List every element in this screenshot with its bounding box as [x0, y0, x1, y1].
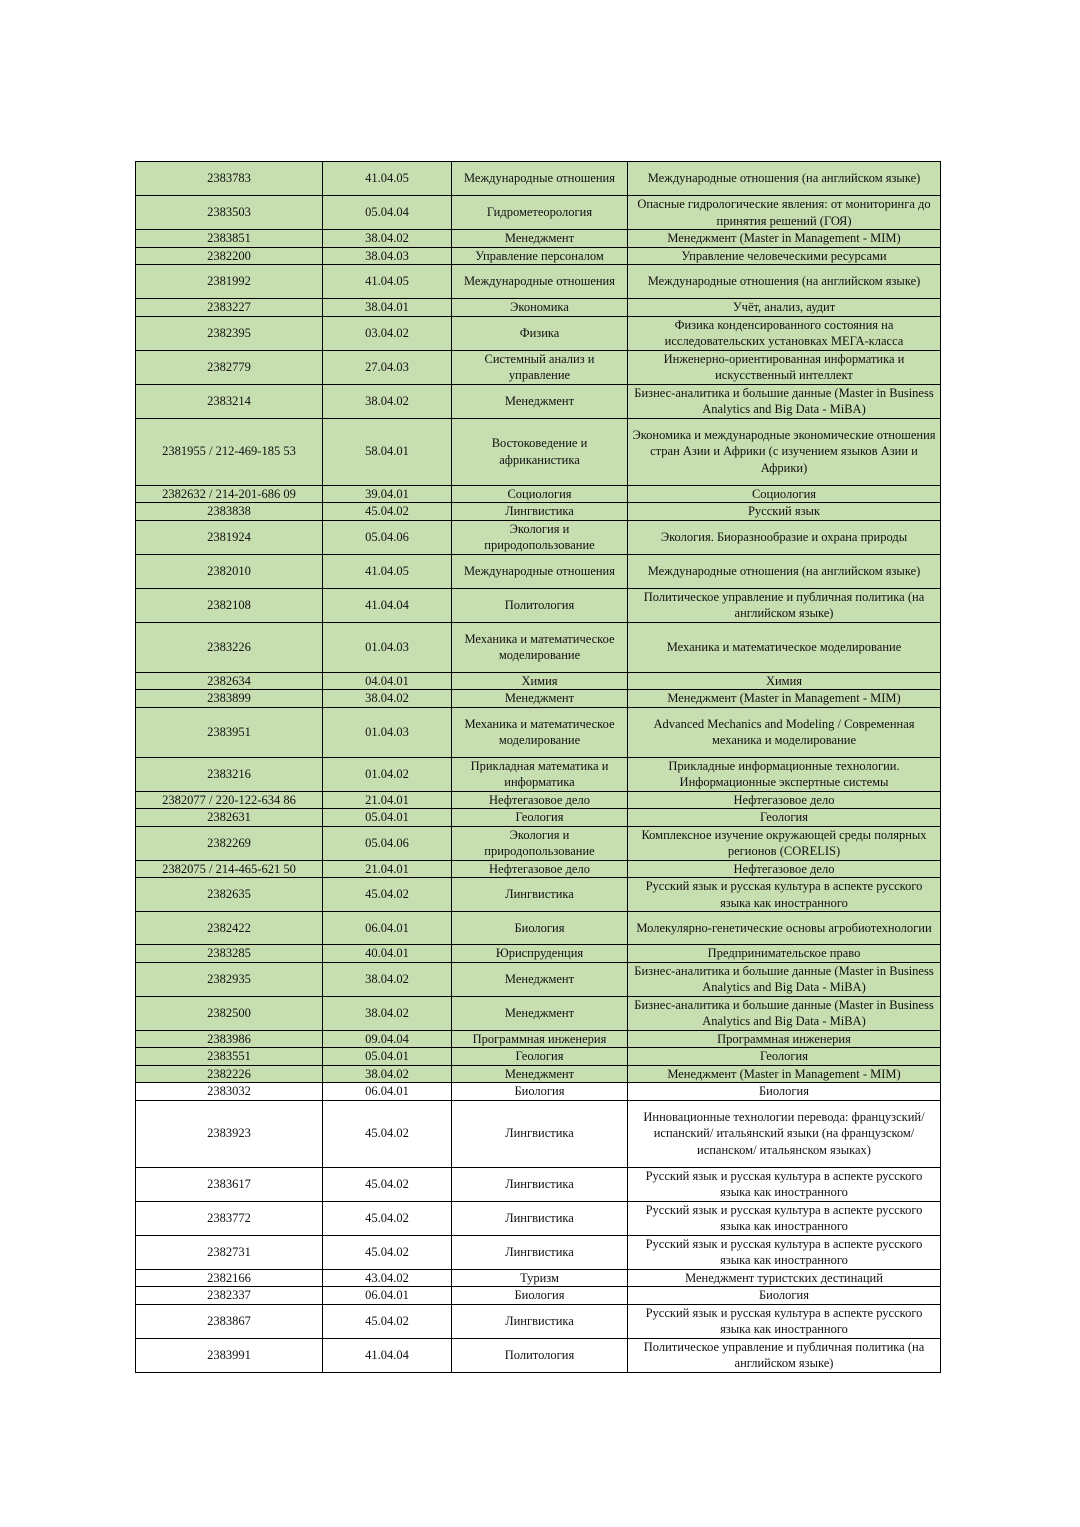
table-row [136, 1235, 941, 1269]
applicant-id-cell: 2383851 [136, 230, 323, 248]
direction-cell: Управление персоналом [452, 247, 628, 265]
applicant-id-cell: 2382166 [136, 1269, 323, 1287]
program-code-cell: 05.04.01 [323, 809, 452, 827]
applicant-id-cell: 2383923 [136, 1100, 323, 1167]
applicant-id-cell: 2383551 [136, 1048, 323, 1066]
applicant-id-cell: 2382779 [136, 350, 323, 384]
program-name-cell: Биология [628, 1083, 941, 1101]
program-code-cell: 38.04.02 [323, 230, 452, 248]
program-name-cell: Химия [628, 672, 941, 690]
applicant-id-cell: 2382200 [136, 247, 323, 265]
direction-cell: Биология [452, 1083, 628, 1101]
direction-cell: Биология [452, 912, 628, 945]
direction-cell: Менеджмент [452, 996, 628, 1030]
program-name-cell: Международные отношения (на английском языке) [628, 162, 941, 196]
program-code-cell: 38.04.03 [323, 247, 452, 265]
table-row [136, 945, 941, 963]
direction-cell: Механика и математическое моделирование [452, 707, 628, 757]
direction-cell: Туризм [452, 1269, 628, 1287]
program-code-cell: 38.04.02 [323, 384, 452, 418]
table-row [136, 826, 941, 860]
direction-cell: Международные отношения [452, 162, 628, 196]
program-code-cell: 45.04.02 [323, 1201, 452, 1235]
program-code-cell: 09.04.04 [323, 1030, 452, 1048]
table-row [136, 1100, 941, 1167]
direction-cell: Менеджмент [452, 1065, 628, 1083]
applicant-id-cell: 2383032 [136, 1083, 323, 1101]
table-row [136, 418, 941, 485]
table-row [136, 672, 941, 690]
table-row [136, 299, 941, 317]
program-name-cell: Политическое управление и публичная политика (на английском языке) [628, 1338, 941, 1372]
direction-cell: Нефтегазовое дело [452, 791, 628, 809]
program-name-cell: Экология. Биоразнообразие и охрана природы [628, 520, 941, 554]
direction-cell: Экология и природопользование [452, 826, 628, 860]
program-code-cell: 45.04.02 [323, 503, 452, 521]
program-code-cell: 41.04.04 [323, 588, 452, 622]
program-code-cell: 21.04.01 [323, 791, 452, 809]
program-code-cell: 38.04.02 [323, 1065, 452, 1083]
program-code-cell: 38.04.02 [323, 690, 452, 708]
program-name-cell: Русский язык и русская культура в аспекте русского языка как иностранного [628, 1201, 941, 1235]
applicant-id-cell: 2382395 [136, 316, 323, 350]
program-name-cell: Менеджмент (Master in Management - MIM) [628, 1065, 941, 1083]
direction-cell: Лингвистика [452, 1201, 628, 1235]
program-name-cell: Русский язык и русская культура в аспекте русского языка как иностранного [628, 1304, 941, 1338]
applicant-id-cell: 2382075 / 214-465-621 50 [136, 860, 323, 878]
program-name-cell: Физика конденсированного состояния на исследовательских установках МЕГА-класса [628, 316, 941, 350]
program-code-cell: 39.04.01 [323, 485, 452, 503]
applicant-id-cell: 2382634 [136, 672, 323, 690]
table-body [136, 162, 941, 1373]
program-code-cell: 06.04.01 [323, 1083, 452, 1101]
direction-cell: Программная инженерия [452, 1030, 628, 1048]
table-row [136, 350, 941, 384]
direction-cell: Политология [452, 1338, 628, 1372]
program-code-cell: 41.04.04 [323, 1338, 452, 1372]
direction-cell: Гидрометеорология [452, 196, 628, 230]
table-row [136, 1287, 941, 1305]
program-code-cell: 01.04.03 [323, 622, 452, 672]
table-row [136, 588, 941, 622]
applicants-table [135, 161, 941, 1373]
program-code-cell: 38.04.01 [323, 299, 452, 317]
program-code-cell: 01.04.03 [323, 707, 452, 757]
direction-cell: Химия [452, 672, 628, 690]
direction-cell: Политология [452, 588, 628, 622]
table-row [136, 162, 941, 196]
program-name-cell: Международные отношения (на английском языке) [628, 265, 941, 299]
table-row [136, 485, 941, 503]
applicant-id-cell: 2383503 [136, 196, 323, 230]
direction-cell: Биология [452, 1287, 628, 1305]
direction-cell: Востоковедение и африканистика [452, 418, 628, 485]
direction-cell: Нефтегазовое дело [452, 860, 628, 878]
table-row [136, 690, 941, 708]
applicant-id-cell: 2381955 / 212-469-185 53 [136, 418, 323, 485]
program-name-cell: Механика и математическое моделирование [628, 622, 941, 672]
applicant-id-cell: 2383867 [136, 1304, 323, 1338]
program-code-cell: 27.04.03 [323, 350, 452, 384]
program-code-cell: 05.04.04 [323, 196, 452, 230]
applicant-id-cell: 2382269 [136, 826, 323, 860]
direction-cell: Системный анализ и управление [452, 350, 628, 384]
direction-cell: Менеджмент [452, 690, 628, 708]
table-row [136, 554, 941, 588]
program-name-cell: Прикладные информационные технологии. Информационные экспертные системы [628, 757, 941, 791]
table-row [136, 1030, 941, 1048]
table-row [136, 1269, 941, 1287]
program-code-cell: 58.04.01 [323, 418, 452, 485]
direction-cell: Геология [452, 1048, 628, 1066]
direction-cell: Геология [452, 809, 628, 827]
program-code-cell: 05.04.06 [323, 520, 452, 554]
program-code-cell: 40.04.01 [323, 945, 452, 963]
applicant-id-cell: 2383986 [136, 1030, 323, 1048]
program-name-cell: Нефтегазовое дело [628, 860, 941, 878]
direction-cell: Лингвистика [452, 1100, 628, 1167]
program-code-cell: 05.04.01 [323, 1048, 452, 1066]
program-name-cell: Экономика и международные экономические отношения стран Азии и Африки (с изучением языков Азии и Африки) [628, 418, 941, 485]
direction-cell: Экономика [452, 299, 628, 317]
program-name-cell: Биология [628, 1287, 941, 1305]
applicant-id-cell: 2382077 / 220-122-634 86 [136, 791, 323, 809]
table-row [136, 247, 941, 265]
program-name-cell: Бизнес-аналитика и большие данные (Master in Business Analytics and Big Data - MiBA) [628, 996, 941, 1030]
applicant-id-cell: 2383617 [136, 1167, 323, 1201]
table-row [136, 1304, 941, 1338]
program-code-cell: 45.04.02 [323, 1304, 452, 1338]
table-row [136, 520, 941, 554]
program-name-cell: Менеджмент (Master in Management - MIM) [628, 230, 941, 248]
applicant-id-cell: 2382731 [136, 1235, 323, 1269]
table-row [136, 1065, 941, 1083]
program-code-cell: 43.04.02 [323, 1269, 452, 1287]
program-code-cell: 21.04.01 [323, 860, 452, 878]
program-name-cell: Русский язык и русская культура в аспекте русского языка как иностранного [628, 1235, 941, 1269]
table-row [136, 622, 941, 672]
direction-cell: Лингвистика [452, 878, 628, 912]
program-code-cell: 41.04.05 [323, 265, 452, 299]
applicant-id-cell: 2382632 / 214-201-686 09 [136, 485, 323, 503]
program-code-cell: 38.04.02 [323, 996, 452, 1030]
table-row [136, 860, 941, 878]
applicant-id-cell: 2381924 [136, 520, 323, 554]
table-row [136, 791, 941, 809]
program-name-cell: Политическое управление и публичная политика (на английском языке) [628, 588, 941, 622]
applicant-id-cell: 2382631 [136, 809, 323, 827]
program-name-cell: Управление человеческими ресурсами [628, 247, 941, 265]
applicant-id-cell: 2382337 [136, 1287, 323, 1305]
program-code-cell: 45.04.02 [323, 1167, 452, 1201]
program-name-cell: Бизнес-аналитика и большие данные (Master in Business Analytics and Big Data - MiBA) [628, 962, 941, 996]
direction-cell: Лингвистика [452, 1167, 628, 1201]
applicant-id-cell: 2382226 [136, 1065, 323, 1083]
direction-cell: Международные отношения [452, 554, 628, 588]
table-row [136, 996, 941, 1030]
program-code-cell: 05.04.06 [323, 826, 452, 860]
applicant-id-cell: 2383899 [136, 690, 323, 708]
table-row [136, 316, 941, 350]
program-name-cell: Бизнес-аналитика и большие данные (Master in Business Analytics and Big Data - MiBA) [628, 384, 941, 418]
direction-cell: Лингвистика [452, 1235, 628, 1269]
applicant-id-cell: 2383285 [136, 945, 323, 963]
program-code-cell: 03.04.02 [323, 316, 452, 350]
table-row [136, 230, 941, 248]
direction-cell: Юриспруденция [452, 945, 628, 963]
direction-cell: Менеджмент [452, 962, 628, 996]
table-row [136, 962, 941, 996]
applicant-id-cell: 2382010 [136, 554, 323, 588]
applicant-id-cell: 2383214 [136, 384, 323, 418]
program-name-cell: Комплексное изучение окружающей среды полярных регионов (CORELIS) [628, 826, 941, 860]
applicant-id-cell: 2383951 [136, 707, 323, 757]
applicant-id-cell: 2382635 [136, 878, 323, 912]
table-row [136, 384, 941, 418]
program-code-cell: 04.04.01 [323, 672, 452, 690]
table-row [136, 196, 941, 230]
program-code-cell: 41.04.05 [323, 554, 452, 588]
applicant-id-cell: 2383226 [136, 622, 323, 672]
direction-cell: Физика [452, 316, 628, 350]
program-name-cell: Менеджмент (Master in Management - MIM) [628, 690, 941, 708]
table-row [136, 1048, 941, 1066]
direction-cell: Международные отношения [452, 265, 628, 299]
program-name-cell: Международные отношения (на английском языке) [628, 554, 941, 588]
program-name-cell: Программная инженерия [628, 1030, 941, 1048]
direction-cell: Социология [452, 485, 628, 503]
program-name-cell: Предпринимательское право [628, 945, 941, 963]
direction-cell: Лингвистика [452, 1304, 628, 1338]
table-row [136, 503, 941, 521]
table-row [136, 878, 941, 912]
direction-cell: Экология и природопользование [452, 520, 628, 554]
program-name-cell: Advanced Mechanics and Modeling / Современная механика и моделирование [628, 707, 941, 757]
program-code-cell: 45.04.02 [323, 1235, 452, 1269]
table-row [136, 757, 941, 791]
program-name-cell: Инновационные технологии перевода: французский/ испанский/ итальянский языки (на французском/ испанском/ итальянском языках) [628, 1100, 941, 1167]
table-row [136, 265, 941, 299]
table-row [136, 1201, 941, 1235]
applicant-id-cell: 2383216 [136, 757, 323, 791]
program-code-cell: 45.04.02 [323, 1100, 452, 1167]
applicant-id-cell: 2381992 [136, 265, 323, 299]
applicant-id-cell: 2383991 [136, 1338, 323, 1372]
program-name-cell: Молекулярно-генетические основы агробиотехнологии [628, 912, 941, 945]
direction-cell: Менеджмент [452, 384, 628, 418]
table-row [136, 707, 941, 757]
table-row [136, 1083, 941, 1101]
program-code-cell: 06.04.01 [323, 1287, 452, 1305]
program-name-cell: Нефтегазовое дело [628, 791, 941, 809]
direction-cell: Прикладная математика и информатика [452, 757, 628, 791]
table-row [136, 809, 941, 827]
program-name-cell: Геология [628, 1048, 941, 1066]
program-name-cell: Учёт, анализ, аудит [628, 299, 941, 317]
program-name-cell: Русский язык и русская культура в аспекте русского языка как иностранного [628, 878, 941, 912]
program-code-cell: 01.04.02 [323, 757, 452, 791]
program-code-cell: 41.04.05 [323, 162, 452, 196]
applicant-id-cell: 2383772 [136, 1201, 323, 1235]
program-code-cell: 38.04.02 [323, 962, 452, 996]
program-name-cell: Социология [628, 485, 941, 503]
program-code-cell: 06.04.01 [323, 912, 452, 945]
program-code-cell: 45.04.02 [323, 878, 452, 912]
applicant-id-cell: 2383227 [136, 299, 323, 317]
applicant-id-cell: 2383783 [136, 162, 323, 196]
direction-cell: Менеджмент [452, 230, 628, 248]
applicant-id-cell: 2382422 [136, 912, 323, 945]
applicant-id-cell: 2383838 [136, 503, 323, 521]
applicant-id-cell: 2382500 [136, 996, 323, 1030]
applicant-id-cell: 2382935 [136, 962, 323, 996]
direction-cell: Лингвистика [452, 503, 628, 521]
direction-cell: Механика и математическое моделирование [452, 622, 628, 672]
table-row [136, 912, 941, 945]
applicant-id-cell: 2382108 [136, 588, 323, 622]
program-name-cell: Менеджмент туристских дестинаций [628, 1269, 941, 1287]
table-row [136, 1338, 941, 1372]
program-name-cell: Опасные гидрологические явления: от мониторинга до принятия решений (ГОЯ) [628, 196, 941, 230]
program-name-cell: Инженерно-ориентированная информатика и искусственный интеллект [628, 350, 941, 384]
program-name-cell: Геология [628, 809, 941, 827]
table-row [136, 1167, 941, 1201]
program-name-cell: Русский язык и русская культура в аспекте русского языка как иностранного [628, 1167, 941, 1201]
program-name-cell: Русский язык [628, 503, 941, 521]
